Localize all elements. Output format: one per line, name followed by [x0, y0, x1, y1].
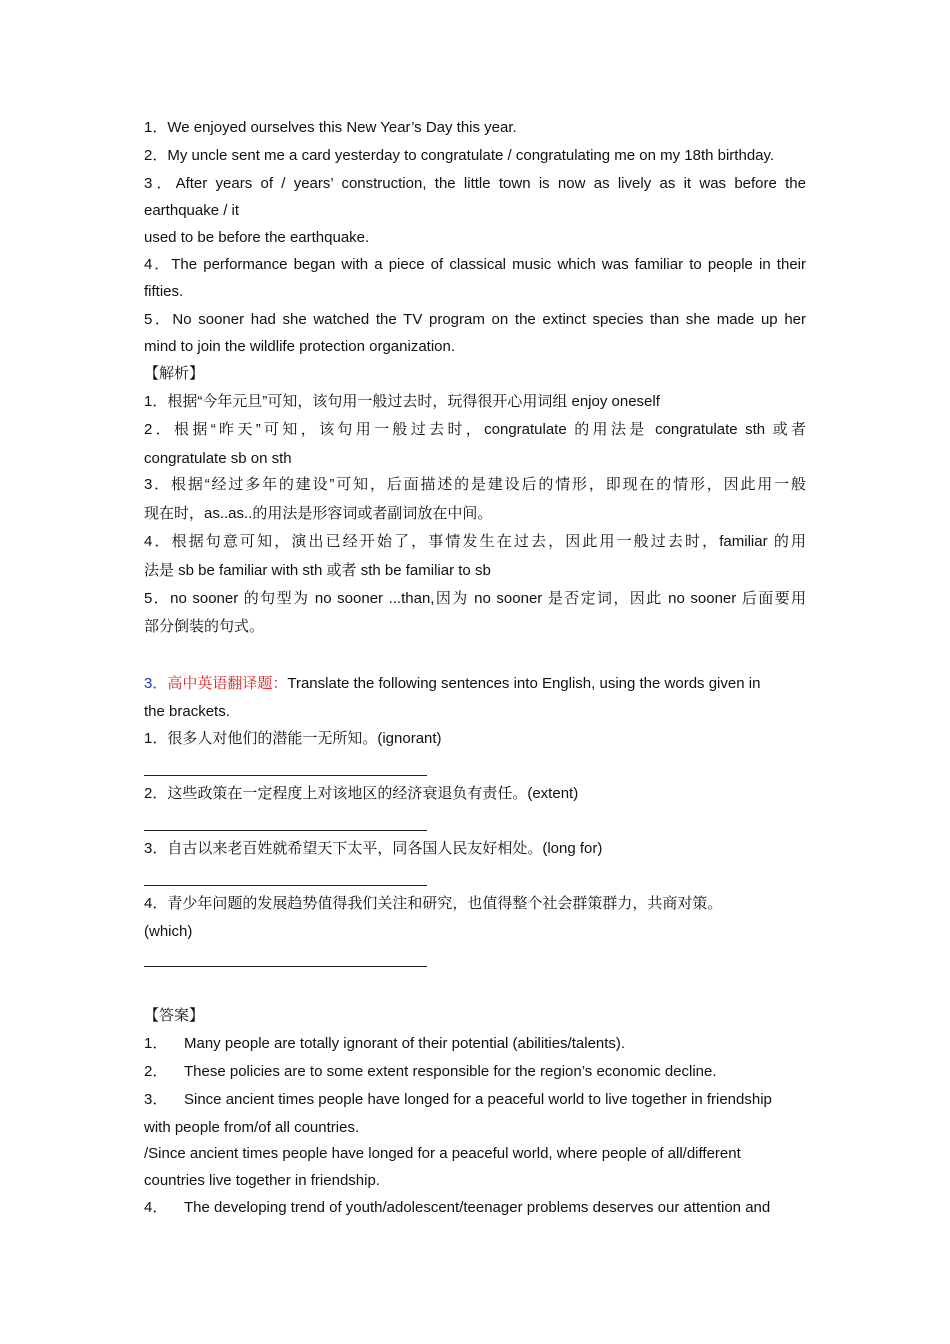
answer-row: 1． Many people are totally ignorant of their potential (abilities/talents). [144, 1035, 626, 1052]
question-number: 3． [144, 675, 168, 692]
answer-row-cont: /Since ancient times people have longed for a peaceful world, where people of all/different [144, 1145, 741, 1162]
translation-item: 3．自古以来老百姓就希望天下太平，同各国人民友好相处。(long for) [144, 840, 603, 857]
answer-blank-line [144, 966, 427, 967]
analysis-line: 3．根据“经过多年的建设”可知，后面描述的是建设后的情形，即现在的情形，因此用一般 [144, 476, 806, 493]
analysis-line: 现在时，as..as..的用法是形容词或者副词放在中间。 [144, 505, 493, 522]
analysis-line: 1．根据“今年元旦”可知，该句用一般过去时，玩得很开心用词组 enjoy oneself [144, 393, 660, 410]
translation-item: 2．这些政策在一定程度上对该地区的经济衰退负有责任。(extent) [144, 785, 579, 802]
answer-row: 3． Since ancient times people have longed for a peaceful world to live together in friendship [144, 1091, 772, 1108]
answer-line: 3．After years of / years’ construction, the little town is now as lively as it was before the [144, 175, 806, 192]
answer-heading: 【答案】 [144, 1007, 205, 1024]
answer-blank-line [144, 885, 427, 886]
answer-line: fifties. [144, 283, 184, 300]
answer-line: used to be before the earthquake. [144, 229, 370, 246]
answer-row: 4． The developing trend of youth/adolescent/teenager problems deserves our attention and [144, 1199, 771, 1216]
answer-line: 5．No sooner had she watched the TV program on the extinct species than she made up her [144, 311, 806, 328]
analysis-line: 法是 sb be familiar with sth 或者 sth be familiar to sb [144, 562, 491, 579]
question-instruction: Translate the following sentences into English, using the words given in [287, 675, 761, 692]
translation-item-cont: (which) [144, 923, 193, 940]
answer-blank-line [144, 775, 427, 776]
translation-item: 4．青少年问题的发展趋势值得我们关注和研究，也值得整个社会群策群力，共商对策。 [144, 895, 723, 912]
analysis-line: 2．根据“昨天”可知，该句用一般过去时，congratulate 的用法是 congratulate sth 或者 [144, 421, 806, 438]
translation-item: 1．很多人对他们的潜能一无所知。(ignorant) [144, 730, 442, 747]
question-header [144, 674, 806, 694]
answer-line: mind to join the wildlife protection organization. [144, 338, 456, 355]
analysis-line: congratulate sb on sth [144, 450, 292, 467]
question-instruction-cont: the brackets. [144, 703, 230, 720]
answer-line: earthquake / it [144, 202, 240, 219]
answer-row: 2． These policies are to some extent responsible for the region’s economic decline. [144, 1063, 717, 1080]
answer-line: 1．We enjoyed ourselves this New Year’s Day this year. [144, 119, 517, 136]
analysis-line: 部分倒装的句式。 [144, 618, 265, 635]
analysis-line: 4．根据句意可知，演出已经开始了，事情发生在过去，因此用一般过去时，familiar 的用 [144, 533, 806, 550]
answer-row-cont: countries live together in friendship. [144, 1172, 380, 1189]
answer-line: 2．My uncle sent me a card yesterday to congratulate / congratulating me on my 18th birthday. [144, 147, 775, 164]
answer-blank-line [144, 830, 427, 831]
question-category: 高中英语翻译题： [167, 675, 288, 692]
analysis-line: 5．no sooner 的句型为 no sooner ...than,因为 no sooner 是否定词，因此 no sooner 后面要用 [144, 590, 806, 607]
analysis-heading: 【解析】 [144, 365, 205, 382]
answer-line: 4．The performance began with a piece of classical music which was familiar to people in their [144, 256, 806, 273]
answer-row-cont: with people from/of all countries. [144, 1119, 360, 1136]
